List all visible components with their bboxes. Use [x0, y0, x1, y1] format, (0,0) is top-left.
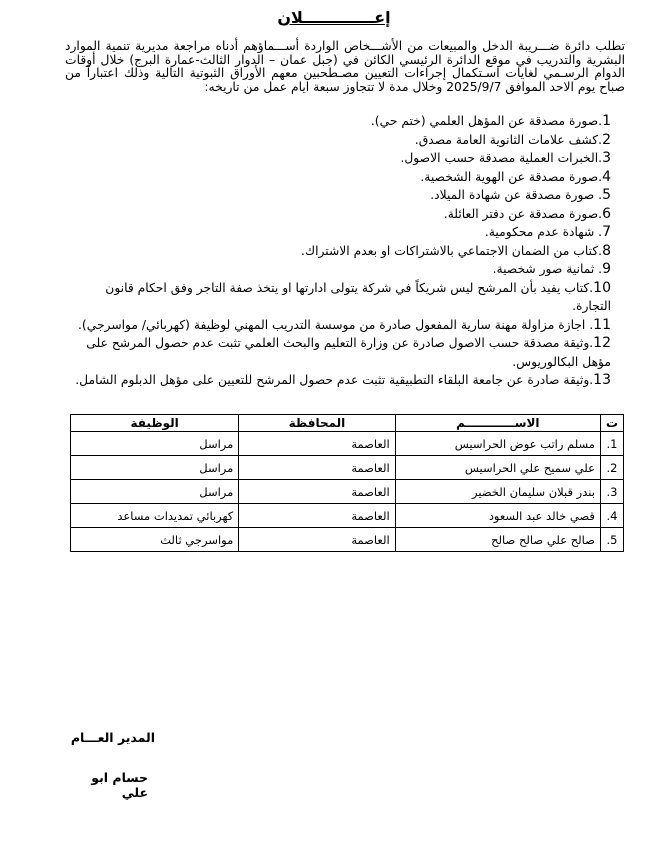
item-number: 2: [602, 131, 611, 148]
cell-governorate: العاصمة: [239, 480, 395, 504]
page-title: إعـــــــــــــلان: [277, 8, 391, 27]
header-num: ت: [600, 415, 623, 432]
item-number: 5: [602, 187, 611, 203]
item-number: 11: [593, 316, 611, 333]
list-item: [66, 242, 611, 261]
cell-job: مراسل: [71, 480, 239, 504]
table-row: [71, 480, 624, 504]
header-job: الوظيفة: [71, 415, 239, 432]
table-row: [71, 528, 624, 552]
item-text: . شهادة عدم محكومية.: [484, 225, 603, 239]
candidates-table: [70, 414, 624, 552]
cell-governorate: العاصمة: [239, 528, 395, 552]
list-item: [66, 112, 611, 131]
item-number: 1: [602, 113, 611, 129]
item-text: .كتاب يفيد بأن المرشح ليس شريكاً في شركة يتولى ادارتها او يتخذ صفة التاجر وفق احكام قانون التجارة.: [105, 280, 611, 313]
signature-role: المدير العـــام: [70, 730, 155, 745]
cell-num: 5.: [600, 528, 623, 552]
list-item: [66, 186, 611, 205]
list-item: [66, 131, 611, 150]
table-row: [71, 432, 624, 456]
item-text: .كشف علامات الثانوية العامة مصدق.: [414, 132, 603, 147]
list-item: [66, 223, 611, 242]
list-item: [66, 334, 611, 371]
list-item: [66, 260, 611, 279]
cell-governorate: العاصمة: [239, 432, 395, 456]
table-row: [71, 456, 624, 480]
required-documents-list: [66, 112, 611, 390]
item-number: 4: [602, 168, 611, 185]
list-item: [66, 205, 611, 224]
item-number: 8: [602, 242, 611, 259]
cell-name: صالح علي صالح صالح: [395, 528, 600, 552]
list-item: [66, 168, 611, 187]
cell-name: علي سميح علي الحراسيس: [395, 456, 600, 480]
item-text: . صورة مصدقة عن شهادة الميلاد.: [430, 188, 603, 202]
list-item: [66, 371, 611, 390]
item-text: .وثيقة مصدقة حسب الاصول صادرة عن وزارة التعليم والبحث العلمي تثبت عدم حصول المرشح على مؤهل البكالوريوس.: [86, 336, 611, 369]
item-text: .كتاب من الضمان الاجتماعي بالاشتراكات او بعدم الاشتراك.: [301, 243, 603, 258]
item-number: 10: [593, 279, 611, 296]
table-header-row: [71, 415, 624, 432]
cell-name: قصي خالد عبد السعود: [395, 504, 600, 528]
cell-job: كهربائي تمديدات مساعد: [71, 504, 239, 528]
cell-governorate: العاصمة: [239, 504, 395, 528]
item-text: . ثمانية صور شخصية.: [492, 262, 603, 276]
item-number: 13: [593, 372, 611, 388]
item-text: .صورة مصدقة عن المؤهل العلمي (ختم حي).: [370, 114, 603, 128]
cell-num: 4.: [600, 504, 623, 528]
cell-job: مراسل: [71, 456, 239, 480]
header-governorate: المحافظة: [239, 415, 395, 432]
item-number: 3: [602, 150, 611, 166]
cell-governorate: العاصمة: [239, 456, 395, 480]
signature-name: حسام ابو علي: [91, 770, 148, 800]
item-text: .صورة مصدقة عن دفتر العائلة.: [443, 206, 603, 221]
header-name: الاســــــــــــم: [395, 415, 600, 432]
cell-name: بندر قبلان سليمان الخضير: [395, 480, 600, 504]
item-number: 12: [593, 335, 611, 351]
cell-job: مراسل: [71, 432, 239, 456]
item-number: 6: [602, 205, 611, 222]
item-text: .وثيقة صادرة عن جامعة البلقاء التطبيقية تثبت عدم حصول المرشح للتعيين على مؤهل الدبلوم الشامل.: [75, 373, 594, 387]
item-number: 9: [602, 261, 611, 277]
list-item: [66, 316, 611, 335]
cell-num: 2.: [600, 456, 623, 480]
intro-paragraph: تطلب دائرة ضـــريبة الدخل والمبيعات من الأشـــخاص الواردة أســـماؤهم أدناه مراجعة مديرية تنمية الموارد البشرية والتدريب في موقع الدائرة الرئيسي الكائن في (جبل عمان – الدوار الثالث-عمارة البرج) خلال أوقات الدوام الرسـمي لغايات اسـتكمال إجراءات التعيين مصـطحبين معهم الأوراق الثبوتية التالية وذلك اعتباراً من صباح يوم الاحد الموافق 2025/9/7 وخلال مدة لا تتجاوز سبعة ايام عمل من تاريخه:: [65, 39, 625, 94]
table-row: [71, 504, 624, 528]
cell-job: مواسرجي ثالث: [71, 528, 239, 552]
item-number: 7: [602, 224, 611, 240]
cell-num: 1.: [600, 432, 623, 456]
cell-name: مسلم راتب عوض الحراسيس: [395, 432, 600, 456]
list-item: [66, 149, 611, 168]
item-text: . اجازة مزاولة مهنة سارية المفعول صادرة من موسسة التدريب المهني لوظيفة (كهربائي/ مواسرجي).: [77, 317, 594, 332]
cell-num: 3.: [600, 480, 623, 504]
item-text: .صورة مصدقة عن الهوية الشخصية.: [420, 169, 603, 184]
item-text: .الخبرات العملية مصدقة حسب الاصول.: [400, 151, 603, 165]
list-item: [66, 279, 611, 316]
